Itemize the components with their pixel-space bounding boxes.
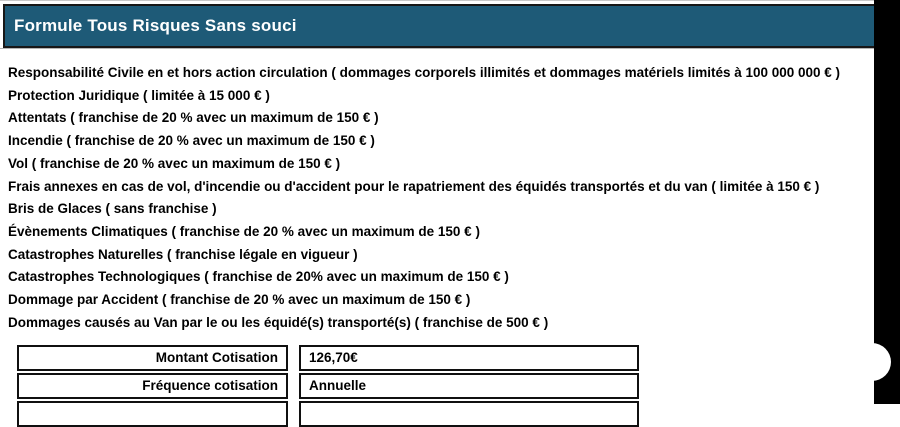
summary-row-montant bbox=[17, 345, 900, 371]
frequence-cotisation-label: Fréquence cotisation bbox=[17, 373, 288, 399]
formula-header-bar bbox=[3, 4, 900, 48]
coverage-item-responsabilite-civile: Responsabilité Civile en et hors action circulation ( dommages corporels illimités et dommages matériels limités à 100 000 000 € ) bbox=[8, 65, 841, 80]
coverage-item-incendie: Incendie ( franchise de 20 % avec un maximum de 150 € ) bbox=[8, 133, 375, 149]
summary-table bbox=[17, 345, 900, 427]
extra-row-value bbox=[299, 401, 639, 427]
coverage-item-frais-annexes: Frais annexes en cas de vol, d'incendie ou d'accident pour le rapatriement des équidés transportés et du van ( limitée à 150 € ) bbox=[8, 178, 820, 194]
coverage-item-dommages-van: Dommages causés au Van par le ou les équidé(s) transporté(s) ( franchise de 500 € ) bbox=[8, 314, 549, 330]
summary-row-frequence bbox=[17, 373, 900, 399]
coverage-item-attentats: Attentats ( franchise de 20 % avec un maximum de 150 € ) bbox=[8, 110, 379, 126]
formula-title: Formule Tous Risques Sans souci bbox=[14, 16, 297, 35]
coverage-item-evenements-climatiques: Évènements Climatiques ( franchise de 20 % avec un maximum de 150 € ) bbox=[8, 223, 480, 239]
frequence-cotisation-value: Annuelle bbox=[299, 373, 639, 399]
coverage-item-catastrophes-technologiques: Catastrophes Technologiques ( franchise de 20% avec un maximum de 150 € ) bbox=[8, 269, 509, 285]
coverage-list bbox=[0, 49, 900, 334]
coverage-item-vol: Vol ( franchise de 20 % avec un maximum de 150 € ) bbox=[8, 155, 341, 171]
summary-row-extra bbox=[17, 401, 900, 427]
montant-cotisation-label: Montant Cotisation bbox=[17, 345, 288, 371]
coverage-item-protection-juridique: Protection Juridique ( limitée à 15 000 € ) bbox=[8, 87, 270, 103]
coverage-item-dommage-par-accident: Dommage par Accident ( franchise de 20 % avec un maximum de 150 € ) bbox=[8, 292, 471, 308]
montant-cotisation-value: 126,70€ bbox=[299, 345, 639, 371]
coverage-item-catastrophes-naturelles: Catastrophes Naturelles ( franchise légale en vigueur ) bbox=[8, 246, 358, 262]
coverage-item-bris-de-glaces: Bris de Glaces ( sans franchise ) bbox=[8, 201, 217, 217]
extra-row-label bbox=[17, 401, 288, 427]
